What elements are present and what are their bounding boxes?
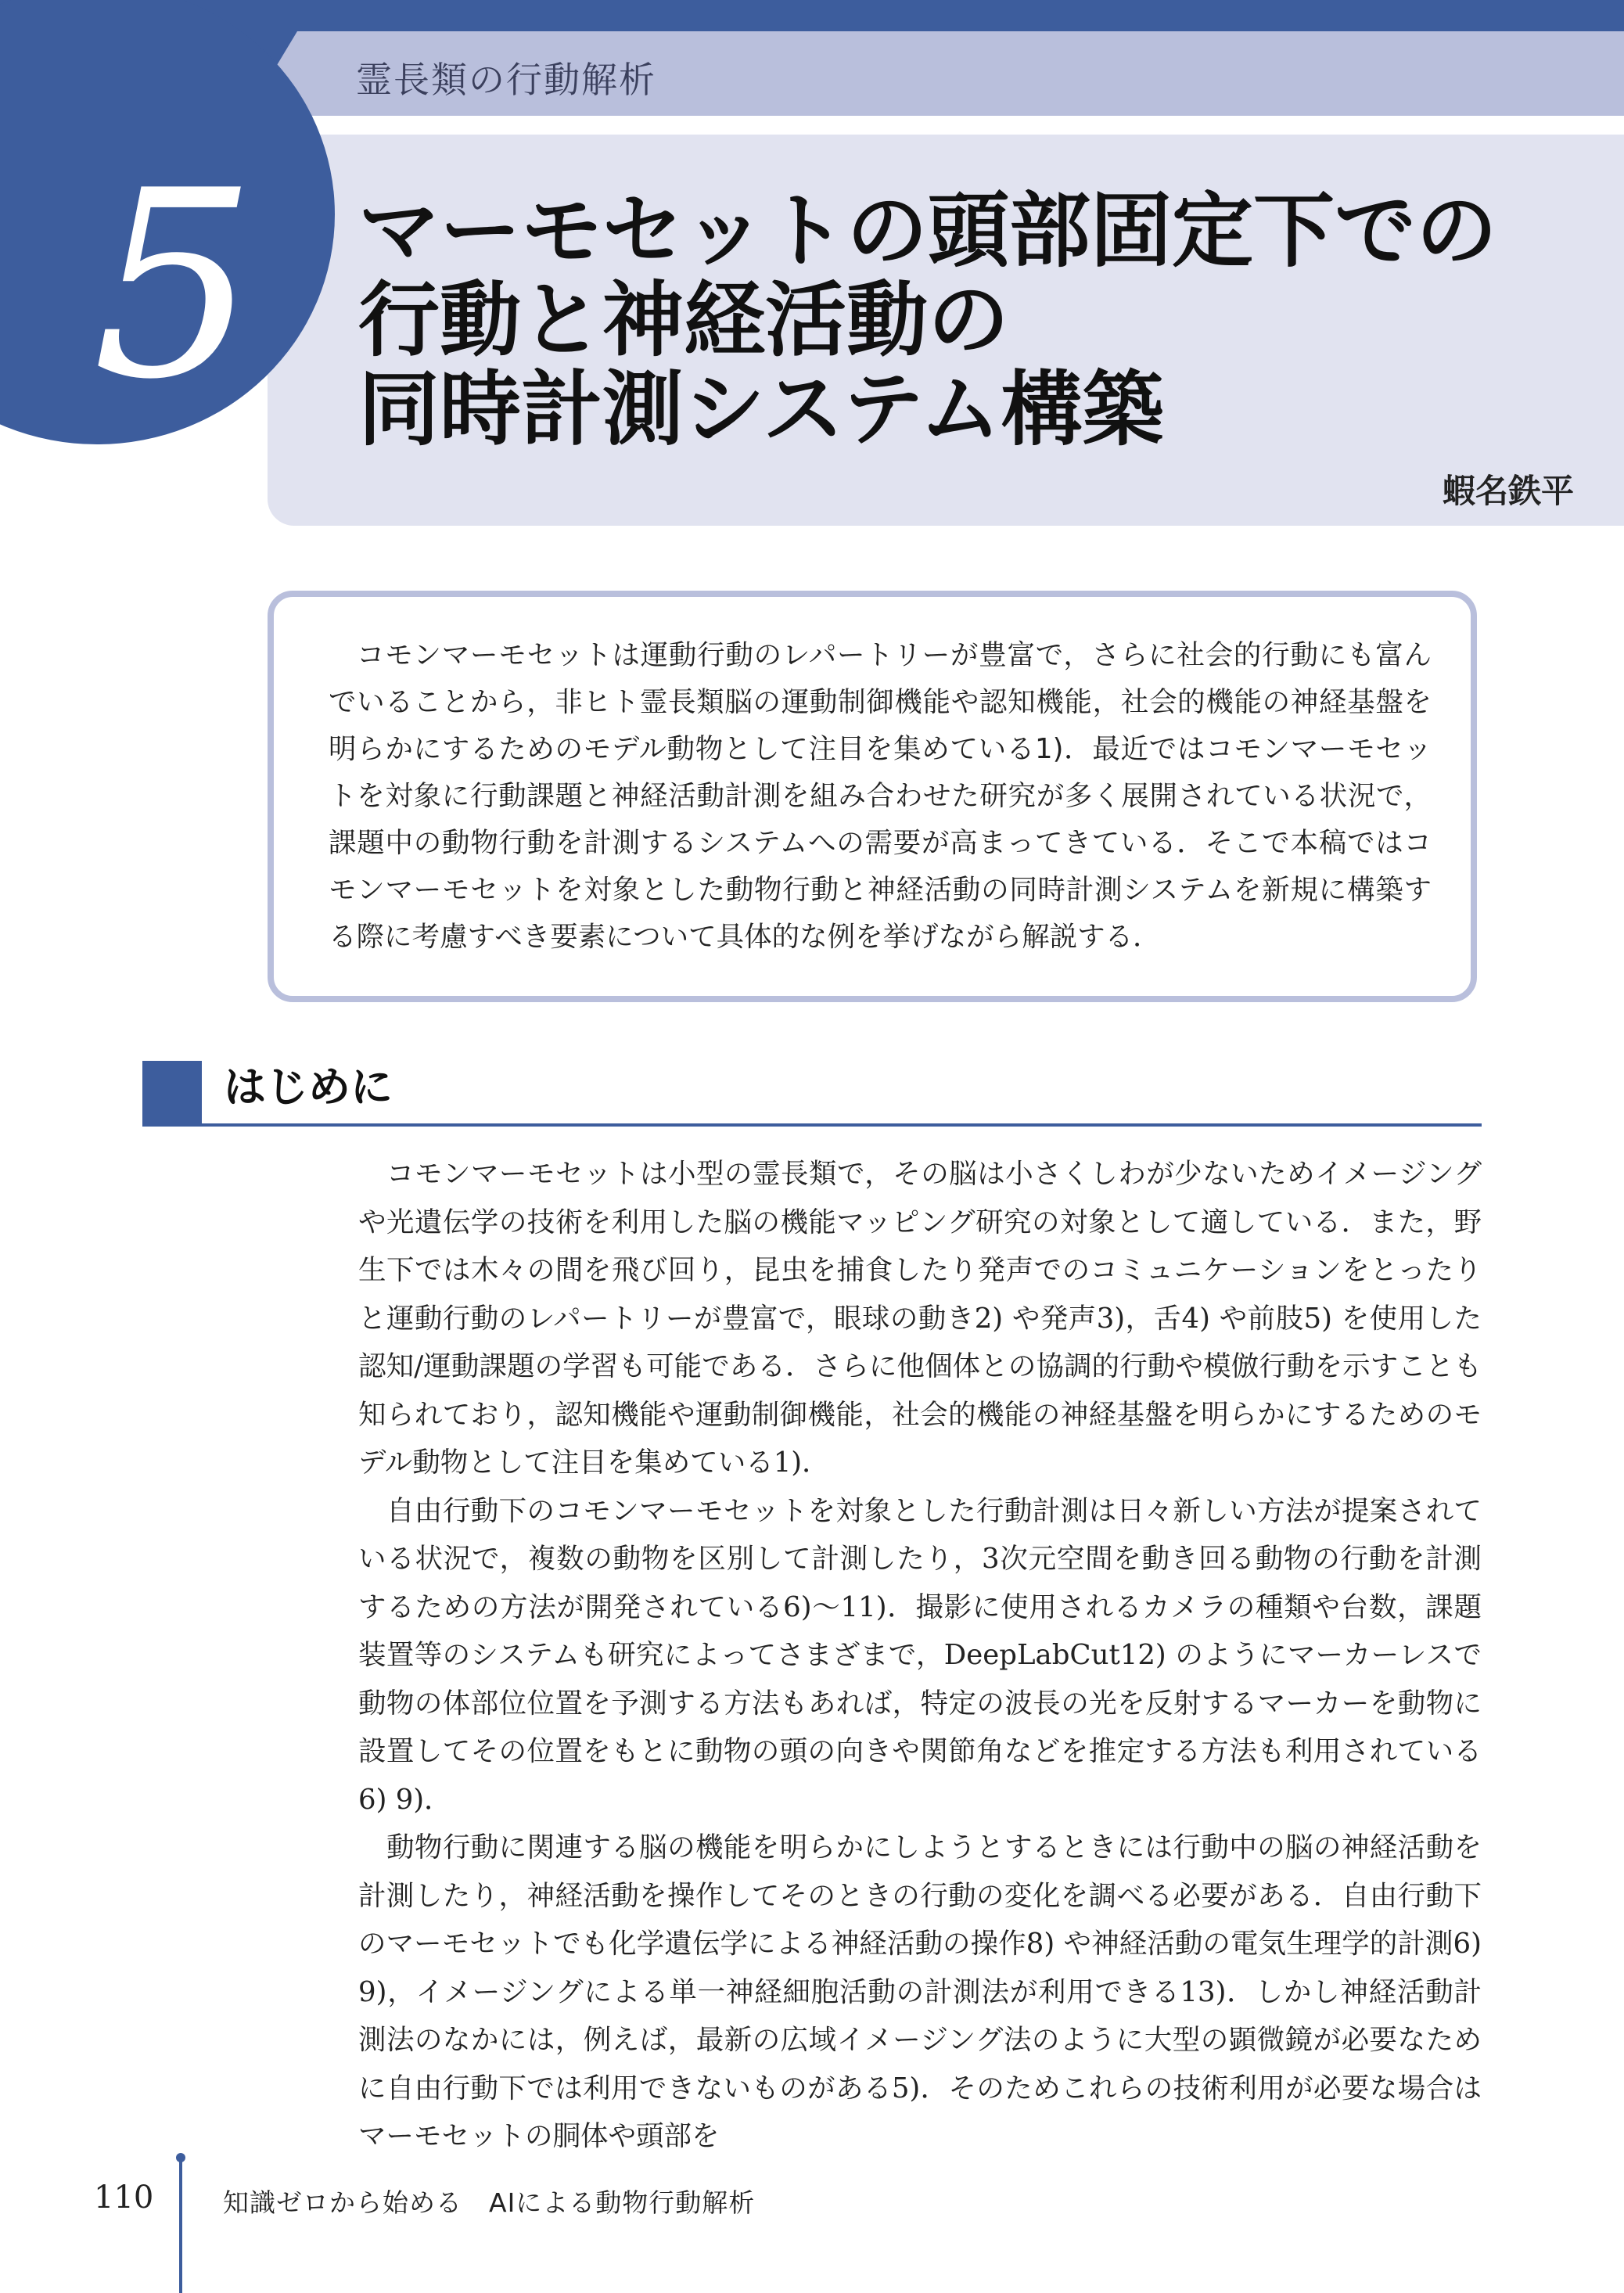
book-title: 知識ゼロから始める AIによる動物行動解析: [223, 2187, 756, 2218]
folio-line: [179, 2161, 182, 2293]
body-text: [358, 1150, 1482, 2161]
section-rule: [142, 1123, 1482, 1127]
abstract-box: [268, 591, 1477, 1002]
section-heading: はじめに: [224, 1062, 393, 1112]
section-marker: [142, 1061, 202, 1123]
abstract-text: コモンマーモセットは運動行動のレパートリーが豊富で，さらに社会的行動にも富んでいることから，非ヒト霊長類脳の運動制御機能や認知機能，社会的機能の神経基盤を明らかにするためのモデル動物として注目を集めている1)．最近ではコモンマーモセットを対象に行動課題と神経活動計測を組み合わせた研究が多く展開されている状況で，課題中の動物行動を計測するシステムへの需要が高まってきている．そこで本稿ではコモンマーモセットを対象とした動物行動と神経活動の同時計測システムを新規に構築する際に考慮すべき要素について具体的な例を挙げながら解説する．: [329, 639, 1432, 953]
chapter-title: [358, 183, 1547, 457]
series-subtitle: 霊長類の行動解析: [356, 59, 656, 101]
page-number: 110: [94, 2180, 154, 2216]
chapter-title-line: マーモセットの頭部固定下での: [358, 183, 1498, 279]
author-name: 蝦名鉄平: [1442, 472, 1574, 510]
body-paragraph: 自由行動下のコモンマーモセットを対象とした行動計測は日々新しい方法が提案されている状況で，複数の動物を区別して計測したり，3次元空間を動き回る動物の行動を計測するための方法が開発されている6)～11)．撮影に使用されるカメラの種類や台数，課題装置等のシステムも研究によってさまざまで，DeepLabCut12) のようにマーカーレスで動物の体部位位置を予測する方法もあれば，特定の波長の光を反射するマーカーを動物に設置してその位置をもとに動物の頭の向きや関節角などを推定する方法も利用されている6) 9)．: [358, 1494, 1482, 1816]
chapter-title-line: 行動と神経活動の: [358, 272, 1010, 368]
chapter-number: 5: [92, 135, 257, 436]
chapter-title-line: 同時計測システム構築: [358, 361, 1164, 457]
body-paragraph: コモンマーモセットは小型の霊長類で，その脳は小さくしわが少ないためイメージングや光遺伝学の技術を利用した脳の機能マッピング研究の対象として適している．また，野生下では木々の間を飛び回り，昆虫を捕食したり発声でのコミュニケーションをとったりと運動行動のレパートリーが豊富で，眼球の動き2) や発声3)，舌4) や前肢5) を使用した認知/運動課題の学習も可能である．さらに他個体との協調的行動や模倣行動を示すことも知られており，認知機能や運動制御機能，社会的機能の神経基盤を明らかにするためのモデル動物として注目を集めている1)．: [358, 1158, 1482, 1479]
header-top-bar: [0, 0, 1624, 31]
body-paragraph: 動物行動に関連する脳の機能を明らかにしようとするときには行動中の脳の神経活動を計測したり，神経活動を操作してそのときの行動の変化を調べる必要がある．自由行動下のマーモセットでも化学遺伝学による神経活動の操作8) や神経活動の電気生理学的計測6) 9)，イメージングによる単一神経細胞活動の計測法が利用できる13)．しかし神経活動計測法のなかには，例えば，最新の広域イメージング法のように大型の顕微鏡が必要なために自由行動下では利用できないものがある5)．そのためこれらの技術利用が必要な場合はマーモセットの胴体や頭部を: [358, 1831, 1482, 2152]
